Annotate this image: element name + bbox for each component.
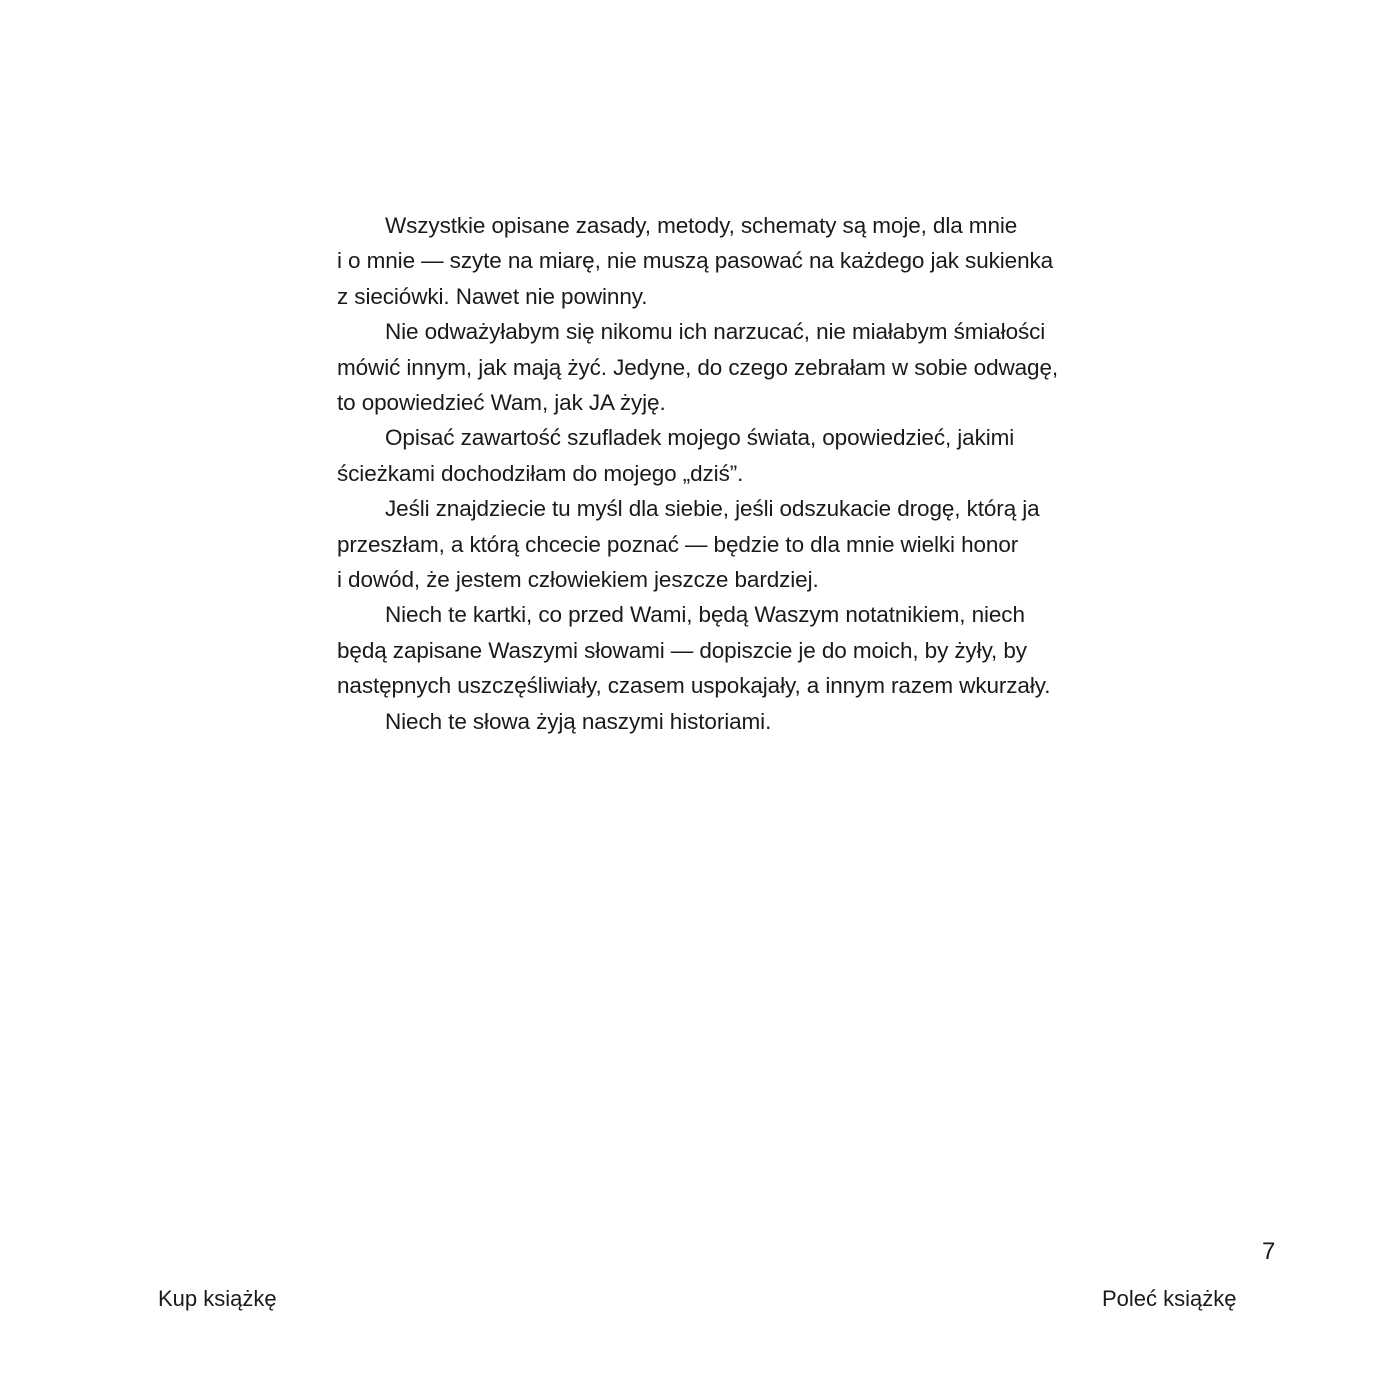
- paragraph-line: będą zapisane Waszymi słowami — dopiszcie je do moich, by żyły, by: [337, 637, 1027, 663]
- paragraph-line: Opisać zawartość szufladek mojego świata, opowiedzieć, jakimi: [385, 425, 1015, 451]
- paragraph-line: i o mnie — szyte na miarę, nie muszą pasować na każdego jak sukienka: [337, 248, 1054, 274]
- recommend-book-link[interactable]: Poleć książkę: [1102, 1286, 1237, 1311]
- paragraph-line: Wszystkie opisane zasady, metody, schematy są moje, dla mnie: [385, 213, 1018, 238]
- buy-book-link[interactable]: Kup książkę: [158, 1286, 277, 1311]
- paragraph-line: z sieciówki. Nawet nie powinny.: [337, 283, 648, 309]
- page-number: 7: [1262, 1238, 1276, 1265]
- paragraph-line: Nie odważyłabym się nikomu ich narzucać, nie miałabym śmiałości: [385, 319, 1046, 345]
- paragraph-line: Niech te kartki, co przed Wami, będą Waszym notatnikiem, niech: [385, 602, 1025, 628]
- paragraph-line: Jeśli znajdziecie tu myśl dla siebie, jeśli odszukacie drogę, którą ja: [385, 496, 1040, 522]
- paragraph-line: to opowiedzieć Wam, jak JA żyję.: [337, 390, 666, 416]
- body-text: [337, 208, 1097, 739]
- paragraph-line: mówić innym, jak mają żyć. Jedyne, do czego zebrałam w sobie odwagę,: [337, 354, 1059, 380]
- paragraph-line: przeszłam, a którą chcecie poznać — będzie to dla mnie wielki honor: [337, 531, 1019, 557]
- paragraph-line: i dowód, że jestem człowiekiem jeszcze bardziej.: [337, 567, 819, 593]
- paragraph-line: następnych uszczęśliwiały, czasem uspokajały, a innym razem wkurzały.: [337, 673, 1051, 699]
- paragraph-line: ścieżkami dochodziłam do mojego „dziś”.: [337, 460, 744, 486]
- paragraph-line: Niech te słowa żyją naszymi historiami.: [385, 708, 772, 734]
